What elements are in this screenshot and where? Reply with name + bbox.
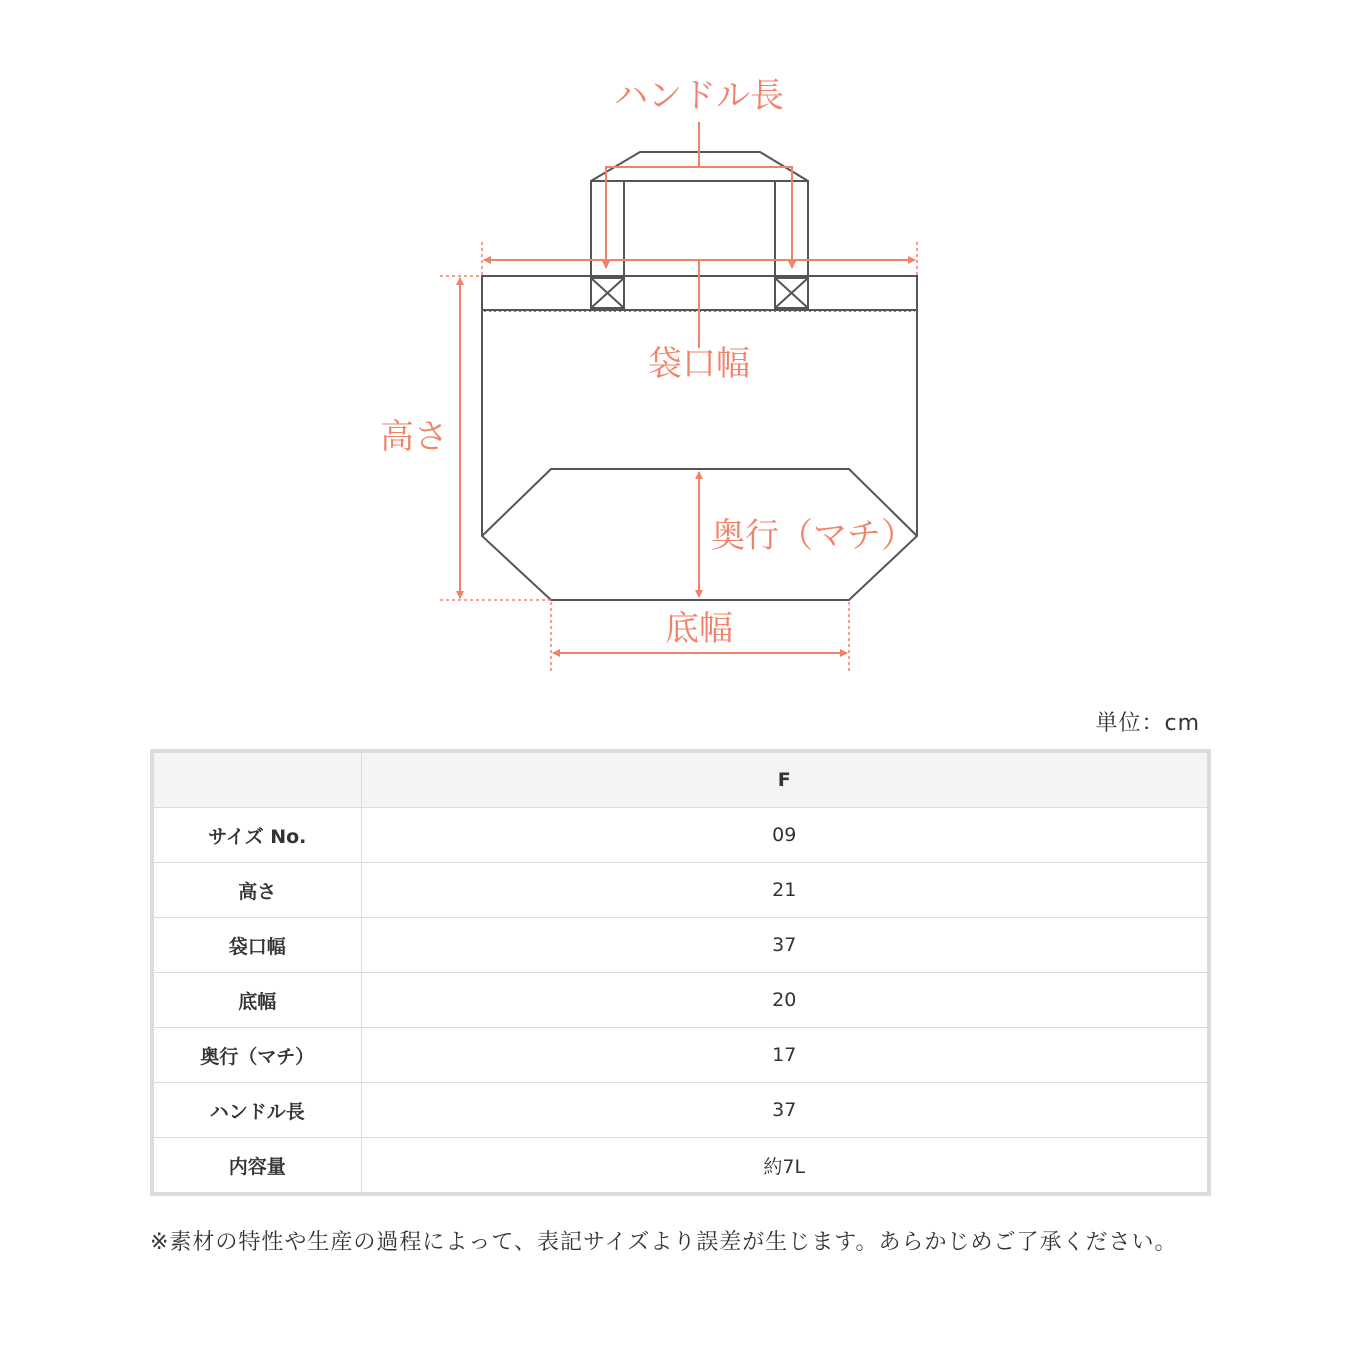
- header-size-cell: F: [361, 751, 1209, 808]
- row-label: ハンドル長: [152, 1083, 361, 1138]
- label-depth: 奥行（マチ）: [711, 516, 915, 556]
- label-bottom-width: 底幅: [665, 609, 733, 649]
- table-row: [152, 973, 1209, 1028]
- row-value: 09: [361, 808, 1209, 863]
- table-row: [152, 918, 1209, 973]
- row-label: 高さ: [152, 863, 361, 918]
- table-row: [152, 808, 1209, 863]
- row-value: 37: [361, 918, 1209, 973]
- size-disclaimer-note: ※素材の特性や生産の過程によって、表記サイズより誤差が生じます。あらかじめご了承ください。: [150, 1230, 1178, 1255]
- row-label: 袋口幅: [152, 918, 361, 973]
- header-blank-cell: [152, 751, 361, 808]
- row-value: 17: [361, 1028, 1209, 1083]
- row-value: 21: [361, 863, 1209, 918]
- table-row: [152, 1028, 1209, 1083]
- table-row: [152, 1083, 1209, 1138]
- dimension-guides: [440, 122, 917, 672]
- row-label: 内容量: [152, 1138, 361, 1195]
- row-label: 底幅: [152, 973, 361, 1028]
- table-header-row: [152, 751, 1209, 808]
- row-value: 20: [361, 973, 1209, 1028]
- label-opening-width: 袋口幅: [648, 344, 750, 384]
- row-label: 奥行（マチ）: [152, 1028, 361, 1083]
- table-row: [152, 1138, 1209, 1195]
- unit-label: 単位：cm: [1095, 711, 1200, 736]
- table-row: [152, 863, 1209, 918]
- row-value: 37: [361, 1083, 1209, 1138]
- row-value: 約7L: [361, 1138, 1209, 1195]
- label-handle-length: ハンドル長: [614, 76, 784, 116]
- size-table: [150, 749, 1211, 1196]
- label-height: 高さ: [380, 417, 448, 457]
- row-label: サイズ No.: [152, 808, 361, 863]
